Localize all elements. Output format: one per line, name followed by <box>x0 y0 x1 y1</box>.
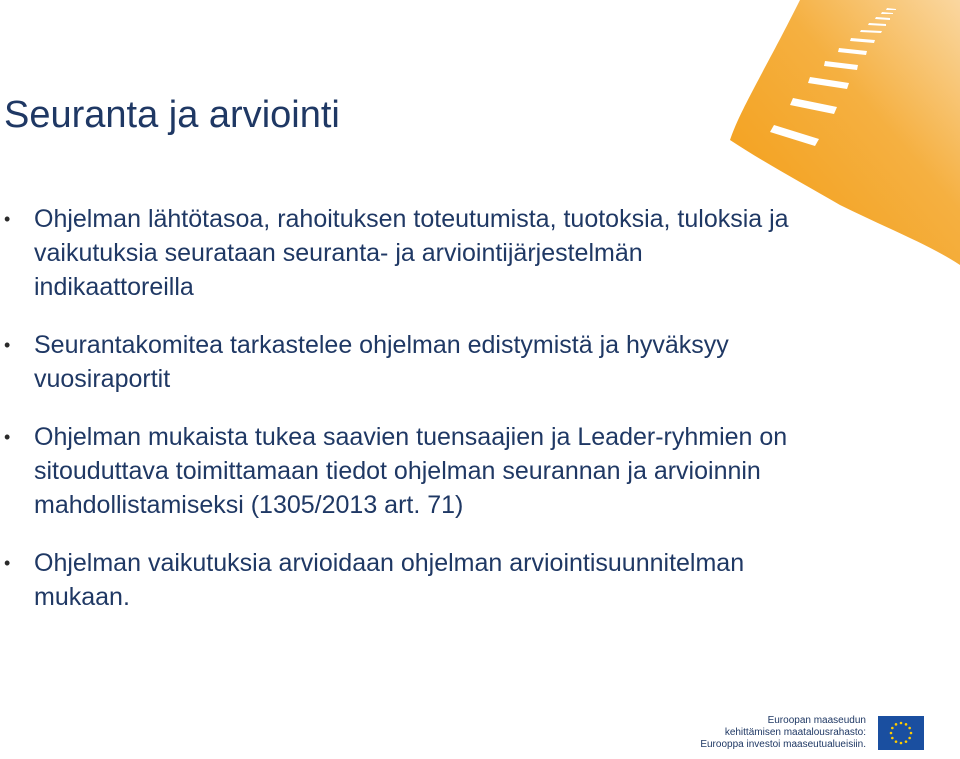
bullet-text: Ohjelman lähtötasoa, rahoituksen toteutumista, tuotoksia, tuloksia ja vaikutuksia seurataan seuranta- ja arviointijärjestelmän indikaattoreilla <box>34 205 789 301</box>
bullet-item <box>0 546 800 614</box>
eu-funding-logo <box>700 713 924 753</box>
eu-funding-line: Euroopan maaseudun <box>767 715 866 726</box>
bullet-text: Ohjelman mukaista tukea saavien tuensaajien ja Leader-ryhmien on sitouduttava toimittamaan tiedot ohjelman seurannan ja arvioinnin mahdollistamiseksi (1305/2013 art. 71) <box>34 423 788 519</box>
eu-flag-star <box>891 737 894 740</box>
eu-flag-star <box>890 732 893 735</box>
bullet-text: Ohjelman vaikutuksia arvioidaan ohjelman arviointisuunnitelman mukaan. <box>34 549 745 611</box>
eu-flag-star <box>900 722 903 725</box>
bullet-item <box>0 420 800 522</box>
bullet-item <box>0 328 800 396</box>
eu-flag-star <box>895 723 898 726</box>
eu-funding-text <box>700 715 866 751</box>
eu-flag-icon <box>878 716 924 750</box>
bullet-dot-icon: • <box>4 335 11 355</box>
bullet-dot-icon: • <box>4 209 11 229</box>
eu-funding-line: Eurooppa investoi maaseutualueisiin. <box>700 739 866 750</box>
eu-flag-star <box>905 723 908 726</box>
eu-flag-star <box>891 727 894 730</box>
bullet-dot-icon: • <box>4 427 11 447</box>
bullet-item <box>0 202 800 304</box>
eu-flag-star <box>908 737 911 740</box>
bullet-text: Seurantakomitea tarkastelee ohjelman edistymistä ja hyväksyy vuosiraportit <box>34 331 729 393</box>
bullet-list <box>0 202 800 638</box>
bullet-dot-icon: • <box>4 553 11 573</box>
eu-funding-line: kehittämisen maatalousrahasto: <box>724 727 866 738</box>
eu-flag-star <box>900 742 903 745</box>
eu-flag-star <box>908 727 911 730</box>
slide-title: Seuranta ja arviointi <box>4 94 340 136</box>
eu-flag-star <box>905 740 908 743</box>
eu-flag-star <box>910 732 913 735</box>
eu-flag-star <box>895 740 898 743</box>
